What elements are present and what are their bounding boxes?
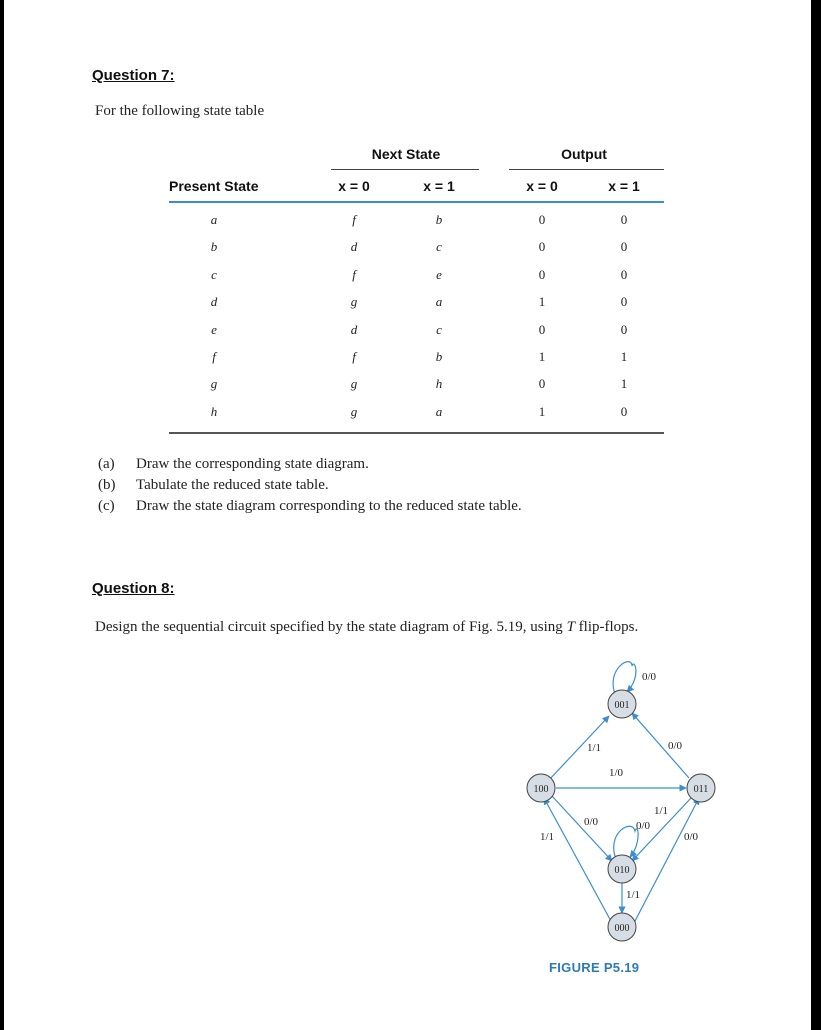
- label-011-to-001: 0/0: [668, 740, 683, 752]
- table-cell-next1: b: [435, 212, 443, 227]
- table-cell-present: g: [210, 376, 218, 392]
- label-100-to-010: 0/0: [584, 816, 599, 828]
- label-000-to-100: 1/1: [540, 831, 555, 843]
- table-cell-next1: a: [435, 403, 443, 419]
- label-100-to-001: 1/1: [587, 742, 602, 754]
- output-underline: [509, 169, 664, 170]
- part-b-text: Tabulate the reduced state table.: [136, 477, 329, 493]
- edge-000-to-100: [544, 798, 612, 923]
- part-a-label: (a): [98, 456, 115, 472]
- table-cell-next1: b: [435, 349, 443, 364]
- table-cell-out0: 1: [538, 403, 546, 419]
- node-100-label: 100: [533, 784, 549, 795]
- table-cell-out0: 0: [538, 321, 546, 337]
- node-000: [608, 913, 636, 941]
- next-state-underline: [331, 169, 479, 170]
- table-cell-out1: 1: [620, 349, 628, 364]
- table-cell-next1: e: [436, 266, 442, 282]
- table-cell-present: e: [211, 321, 217, 337]
- next-x1-header: x = 1: [423, 178, 455, 194]
- table-cell-out0: 1: [538, 294, 546, 310]
- table-cell-next0: g: [350, 403, 358, 419]
- table-cell-next1: c: [436, 321, 442, 337]
- table-cell-next1: h: [435, 376, 443, 392]
- table-cell-present: a: [210, 212, 218, 227]
- table-cell-out1: 1: [620, 376, 628, 392]
- table-cell-out1: 0: [620, 403, 628, 419]
- table-cell-present: d: [210, 294, 218, 310]
- part-a: [98, 456, 369, 473]
- output-x1-header: x = 1: [608, 178, 640, 194]
- node-011: [687, 774, 715, 802]
- table-cell-next0: d: [350, 239, 358, 255]
- table-cell-next0: g: [350, 376, 358, 392]
- node-001: [608, 690, 636, 718]
- part-a-text: Draw the corresponding state diagram.: [136, 456, 369, 472]
- question-8-text: [95, 619, 638, 636]
- table-cell-out1: 0: [620, 321, 628, 337]
- table-cell-out0: 0: [538, 266, 546, 282]
- table-cell-out1: 0: [620, 239, 628, 255]
- next-state-header: Next State: [371, 146, 441, 162]
- node-011-label: 011: [693, 784, 709, 795]
- header-blue-rule: [169, 201, 664, 203]
- node-000-label: 000: [614, 923, 630, 934]
- node-010: [608, 855, 636, 883]
- question-7-intro: For the following state table: [95, 103, 265, 119]
- table-cell-out0: 0: [538, 212, 546, 227]
- question-8-heading: Question 8:: [92, 580, 175, 597]
- part-b: [98, 477, 329, 494]
- state-diagram: [514, 648, 729, 948]
- table-cell-present: b: [210, 239, 218, 255]
- label-010-to-000: 1/1: [626, 889, 641, 901]
- question-8-text-var: T: [566, 619, 575, 635]
- node-100: [527, 774, 555, 802]
- table-cell-present: h: [210, 403, 218, 419]
- state-table: [164, 140, 664, 440]
- table-cell-present: c: [211, 266, 217, 282]
- question-8-text-after: flip-flops.: [574, 619, 639, 635]
- edge-self-010: [614, 826, 638, 859]
- next-x0-header: x = 0: [338, 178, 370, 194]
- output-x0-header: x = 0: [526, 178, 558, 194]
- table-cell-out0: 1: [538, 349, 546, 364]
- label-100-to-011: 1/0: [609, 767, 624, 779]
- label-self-001: 0/0: [642, 671, 657, 683]
- label-self-010: 0/0: [636, 820, 651, 832]
- document-page: [4, 0, 811, 1030]
- output-header: Output: [561, 146, 607, 162]
- table-cell-next0: f: [352, 349, 356, 364]
- part-c: [98, 498, 522, 515]
- part-b-label: (b): [98, 477, 116, 493]
- table-cell-out1: 0: [620, 294, 628, 310]
- table-cell-next0: d: [350, 321, 358, 337]
- node-001-label: 001: [614, 700, 630, 711]
- present-state-header: Present State: [169, 178, 259, 194]
- table-bottom-rule: [169, 432, 664, 434]
- question-8-text-before: Design the sequential circuit specified by the state diagram of Fig. 5.19, using: [95, 619, 567, 635]
- question-7-heading: Question 7:: [92, 67, 175, 84]
- label-011-to-010: 1/1: [654, 805, 669, 817]
- label-000-to-011: 0/0: [684, 831, 699, 843]
- table-cell-next0: f: [352, 266, 356, 282]
- table-cell-next1: a: [435, 294, 443, 310]
- edge-self-001: [613, 662, 636, 694]
- node-010-label: 010: [614, 865, 630, 876]
- part-c-label: (c): [98, 498, 115, 514]
- table-cell-present: f: [212, 349, 216, 364]
- table-cell-out0: 0: [538, 376, 546, 392]
- table-cell-next0: f: [352, 212, 356, 227]
- table-cell-next0: g: [350, 294, 358, 310]
- table-cell-out1: 0: [620, 266, 628, 282]
- table-cell-out1: 0: [620, 212, 628, 227]
- table-cell-next1: c: [436, 239, 442, 255]
- figure-caption: FIGURE P5.19: [549, 960, 640, 975]
- part-c-text: Draw the state diagram corresponding to the reduced state table.: [136, 498, 522, 514]
- table-cell-out0: 0: [538, 239, 546, 255]
